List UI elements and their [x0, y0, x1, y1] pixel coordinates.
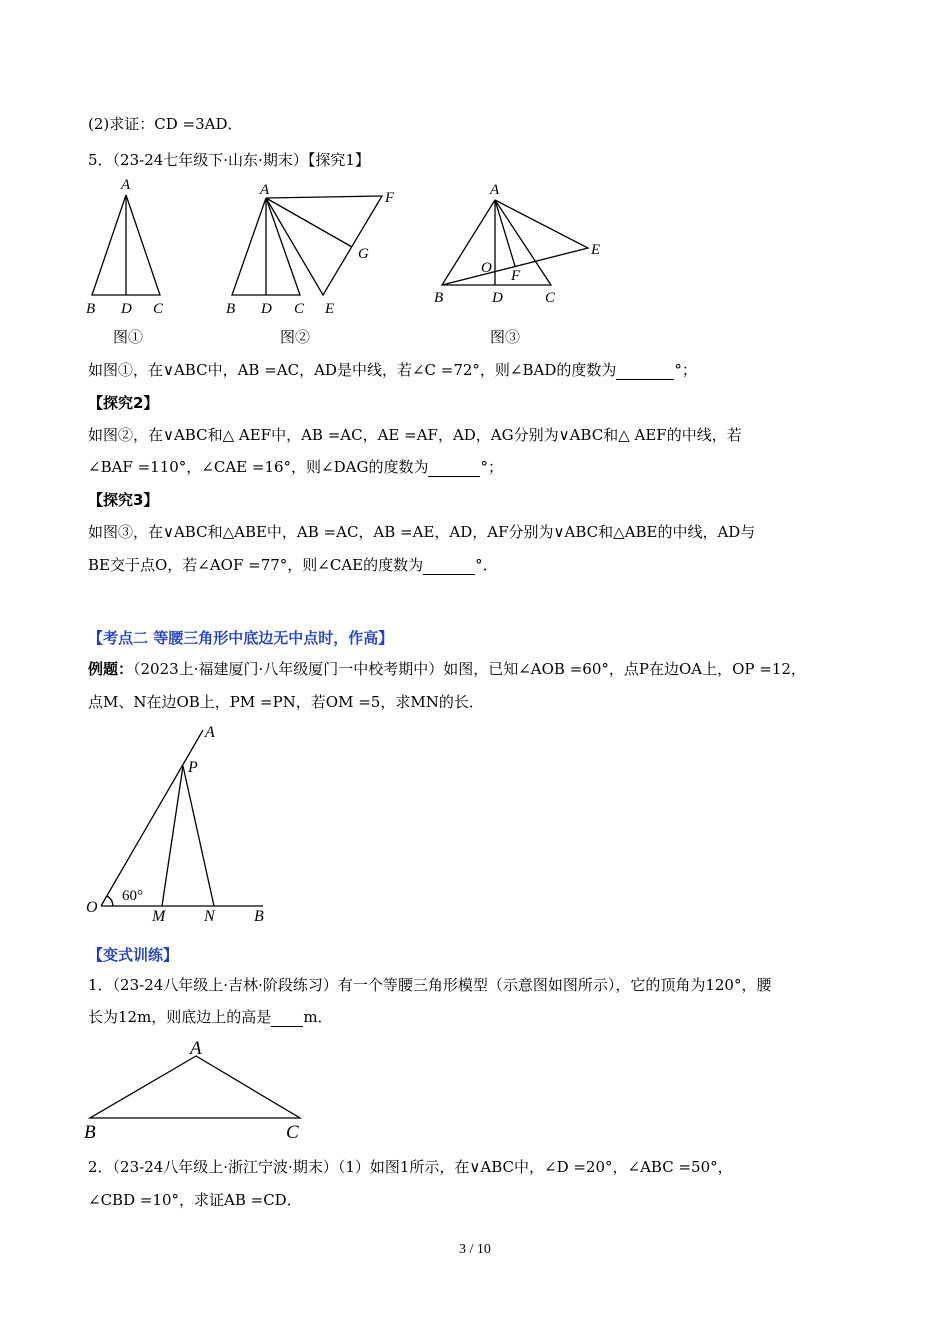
- fig2-label-e: E: [325, 301, 335, 317]
- fig2-label-c: C: [294, 301, 305, 317]
- answer-blank-4[interactable]: [271, 1010, 303, 1027]
- v2-text-2: ∠CBD =10°，求证AB =CD．: [88, 1191, 302, 1209]
- fig3-label-a: A: [490, 182, 500, 198]
- fig2-caption: 图②: [280, 328, 311, 346]
- q5-explore2-text-a: 如图②，在∨ABC和△ AEF中，AB =AC，AE =AF，AD，AG分别为∨ABC和△ AEF的中线，若: [88, 426, 742, 444]
- explore3-heading: 【探究3】: [88, 491, 159, 509]
- segment-pm: [162, 766, 183, 906]
- ex-label-n: N: [204, 908, 215, 925]
- ray-oa: [101, 730, 203, 906]
- fig2-label-d: D: [261, 301, 272, 317]
- answer-blank-1[interactable]: [616, 363, 674, 380]
- ex-label-b: B: [254, 908, 264, 925]
- fig2-label-b: B: [226, 301, 236, 317]
- v2-text-1: 2．（23-24八年级上·浙江宁波·期末）（1）如图1所示，在∨ABC中，∠D =20°，∠ABC =50°，: [88, 1158, 733, 1176]
- v1-label-c: C: [286, 1122, 299, 1143]
- q5-explore3-text-a: 如图③，在∨ABC和△ABE中，AB =AC，AB =AE，AD，AF分别为∨ABC和△ABE的中线，AD与: [88, 523, 756, 541]
- ex-label-p: P: [188, 759, 198, 776]
- fig1-label-b: B: [86, 301, 96, 317]
- fig3-caption: 图③: [490, 328, 521, 346]
- fig1-label-c: C: [153, 301, 164, 317]
- fig2-label-f: F: [385, 190, 395, 206]
- q5-explore3-text-b: BE交于点O，若∠AOF =77°，则∠CAE的度数为 °．: [88, 556, 498, 574]
- proof-item-2: (2)求证：CD =3AD．: [88, 115, 243, 133]
- ex-label-m: M: [152, 908, 166, 925]
- fig3-median-af: [495, 200, 515, 266]
- segment-pn: [183, 766, 214, 906]
- q5-explore2-text-b: ∠BAF =110°，∠CAE =16°，则∠DAG的度数为 °；: [88, 458, 503, 476]
- ex-label-a: A: [205, 724, 215, 741]
- fig3-label-f: F: [511, 268, 521, 284]
- variant-heading: 【变式训练】: [88, 946, 179, 964]
- fig2-median-ag: [266, 198, 352, 247]
- angle-arc: [107, 896, 113, 906]
- answer-blank-2[interactable]: [428, 460, 480, 477]
- answer-blank-3[interactable]: [423, 558, 475, 575]
- q5-heading: 5．（23-24七年级下·山东·期末）【探究1】: [88, 151, 370, 169]
- fig1-label-d: D: [121, 301, 132, 317]
- fig3-label-b: B: [434, 290, 444, 306]
- v1-label-a: A: [190, 1038, 202, 1059]
- fig3-label-c: C: [545, 290, 556, 306]
- v1-figure: [80, 1035, 320, 1145]
- example-text-2: 点M、N在边OB上，PM =PN，若OM =5，求MN的长．: [88, 693, 484, 711]
- q5-figures: [80, 172, 620, 352]
- fig3-triangle-abc: [442, 200, 551, 285]
- ex-angle-label: 60°: [122, 888, 143, 904]
- section-heading-2: 【考点二 等腰三角形中底边无中点时，作高】: [88, 629, 394, 647]
- fig3-label-e: E: [591, 242, 601, 258]
- v1-text-2: 长为12m，则底边上的高是 m．: [88, 1008, 333, 1026]
- v1-text-1: 1．（23-24八年级上·吉林·阶段练习）有一个等腰三角形模型（示意图如图所示），它的顶角为120°，腰: [88, 976, 772, 994]
- q5-explore1-text: 如图①，在∨ABC中，AB =AC，AD是中线，若∠C =72°，则∠BAD的度数为 °；: [88, 361, 697, 379]
- ex-label-o: O: [86, 899, 98, 916]
- fig2-label-g: G: [358, 246, 369, 262]
- explore2-heading: 【探究2】: [88, 394, 159, 412]
- fig1-label-a: A: [121, 177, 131, 193]
- example-text-1: 例题：（2023上·福建厦门·八年级厦门一中校考期中）如图，已知∠AOB =60°，点P在边OA上，OP =12，: [88, 660, 806, 678]
- fig3-label-d: D: [492, 290, 503, 306]
- fig1-caption: 图①: [113, 328, 144, 346]
- fig3-label-o: O: [481, 260, 492, 276]
- example-figure: [80, 720, 280, 930]
- v1-triangle: [90, 1056, 300, 1118]
- v1-label-b: B: [84, 1122, 96, 1143]
- page-number: 3 / 10: [459, 1242, 491, 1257]
- fig2-label-a: A: [260, 182, 270, 198]
